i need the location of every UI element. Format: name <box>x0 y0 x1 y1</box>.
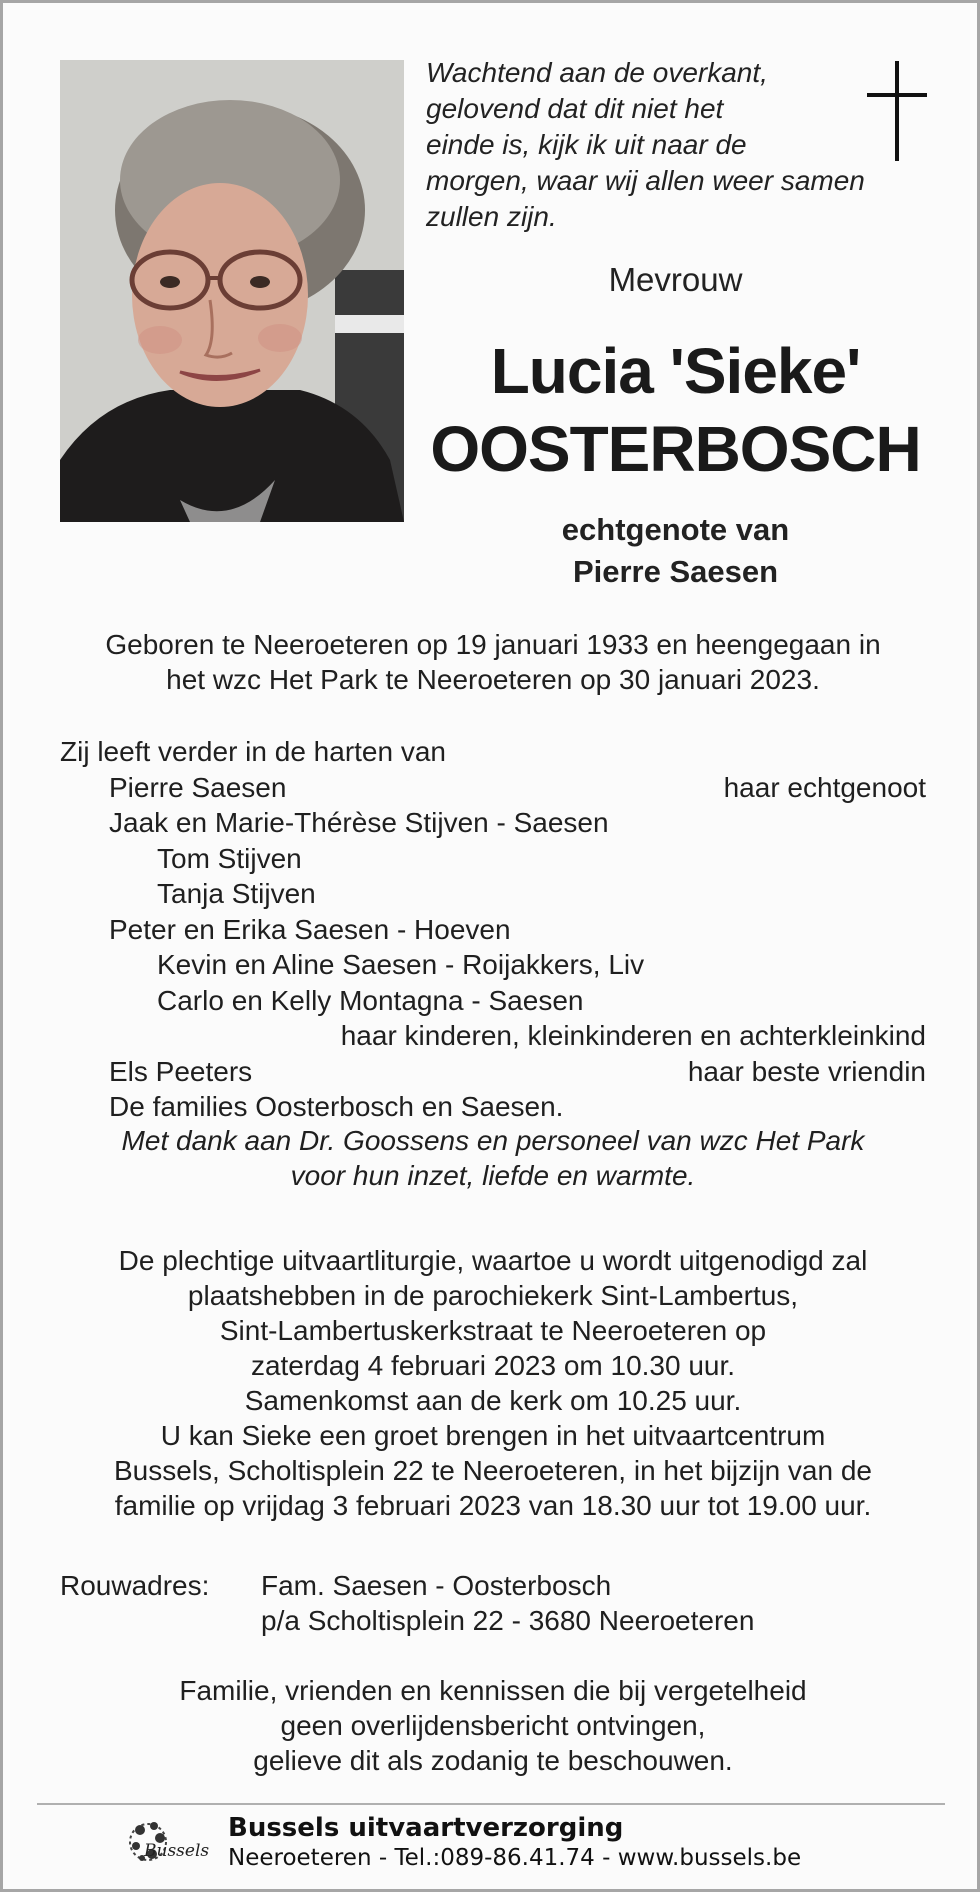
liturgy-line: De plechtige uitvaartliturgie, waartoe u wordt uitgenodigd zal <box>118 1245 868 1276</box>
born-line: Geboren te Neeroeteren op 19 januari 1933 en heengegaan in <box>105 629 881 660</box>
spouse-block <box>423 509 928 593</box>
mourning-street: p/a Scholtisplein 22 - 3680 Neeroeteren <box>261 1605 755 1636</box>
survivors-intro: Zij leeft verder in de harten van <box>60 736 446 767</box>
spouse-label: echtgenote van <box>561 512 790 547</box>
survivor-name: Carlo en Kelly Montagna - Saesen <box>157 984 584 1016</box>
survivor-name: Tanja Stijven <box>157 878 316 909</box>
quote-text <box>426 55 926 235</box>
born-line: het wzc Het Park te Neeroeteren op 30 januari 2023. <box>166 664 820 695</box>
survivor-name: Kevin en Aline Saesen - Roijakkers, Liv <box>157 949 645 980</box>
liturgy-line: Sint-Lambertuskerkstraat te Neeroeteren op <box>219 1315 767 1346</box>
survivor-name: Els Peeters <box>109 1055 253 1087</box>
footer-title: Bussels uitvaartverzorging <box>228 1813 624 1843</box>
birth-death-info <box>43 627 943 697</box>
deceased-first-name: Lucia 'Sieke' <box>490 335 861 407</box>
survivor-role: haar beste vriendin <box>687 1055 926 1087</box>
survivor-role: haar kinderen, kleinkinderen en achterkleinkind <box>340 1020 926 1051</box>
honorific: Mevrouw <box>608 261 743 298</box>
survivor-name: De families Oosterbosch en Saesen. <box>109 1091 564 1122</box>
thanks-line: Met dank aan Dr. Goossens en personeel van wzc Het Park <box>121 1125 865 1156</box>
portrait-illustration <box>60 60 404 522</box>
survivor-name: Jaak en Marie-Thérèse Stijven - Saesen <box>109 807 609 838</box>
quote-line: zullen zijn. <box>426 201 557 232</box>
liturgy-line: Bussels, Scholtisplein 22 te Neeroeteren, in het bijzijn van de <box>114 1455 872 1486</box>
survivors-list <box>60 734 926 1125</box>
notice-line: gelieve dit als zodanig te beschouwen. <box>253 1745 733 1776</box>
survivor-name: Peter en Erika Saesen - Hoeven <box>109 913 511 945</box>
logo-wordmark: Bussels <box>144 1841 210 1861</box>
thanks-note <box>43 1123 943 1193</box>
quote-line: Wachtend aan de overkant, <box>426 57 768 88</box>
survivor-name: Pierre Saesen <box>109 771 287 803</box>
bussels-logo <box>118 1812 216 1874</box>
liturgy-line: plaatshebben in de parochiekerk Sint-Lambertus, <box>187 1280 799 1311</box>
notice-text <box>43 1673 943 1778</box>
cross-icon <box>867 61 927 165</box>
funeral-liturgy-info <box>43 1243 943 1523</box>
notice-line: geen overlijdensbericht ontvingen, <box>280 1710 706 1741</box>
thanks-line: voor hun inzet, liefde en warmte. <box>290 1160 696 1191</box>
portrait-photo <box>60 60 404 522</box>
footer-contact: Neeroeteren - Tel.:089-86.41.74 - www.bussels.be <box>228 1845 802 1871</box>
quote-line: gelovend dat dit niet het <box>426 93 724 124</box>
liturgy-line: Samenkomst aan de kerk om 10.25 uur. <box>244 1385 742 1416</box>
deceased-surname: OOSTERBOSCH <box>430 413 921 485</box>
liturgy-line: familie op vrijdag 3 februari 2023 van 18.30 uur tot 19.00 uur. <box>114 1490 872 1521</box>
mourning-family: Fam. Saesen - Oosterbosch <box>261 1570 612 1601</box>
quote-line: morgen, waar wij allen weer samen <box>426 165 865 196</box>
footer-divider <box>37 1803 945 1805</box>
notice-line: Familie, vrienden en kennissen die bij vergetelheid <box>179 1675 807 1706</box>
spouse-name: Pierre Saesen <box>572 554 779 589</box>
footer <box>228 1813 801 1873</box>
liturgy-line: U kan Sieke een groet brengen in het uitvaartcentrum <box>160 1420 826 1451</box>
survivor-name: Tom Stijven <box>157 842 302 874</box>
liturgy-line: zaterdag 4 februari 2023 om 10.30 uur. <box>250 1350 736 1381</box>
quote-line: einde is, kijk ik uit naar de <box>426 129 747 160</box>
mourning-label: Rouwadres: <box>60 1570 210 1601</box>
survivor-role: haar echtgenoot <box>723 771 926 803</box>
